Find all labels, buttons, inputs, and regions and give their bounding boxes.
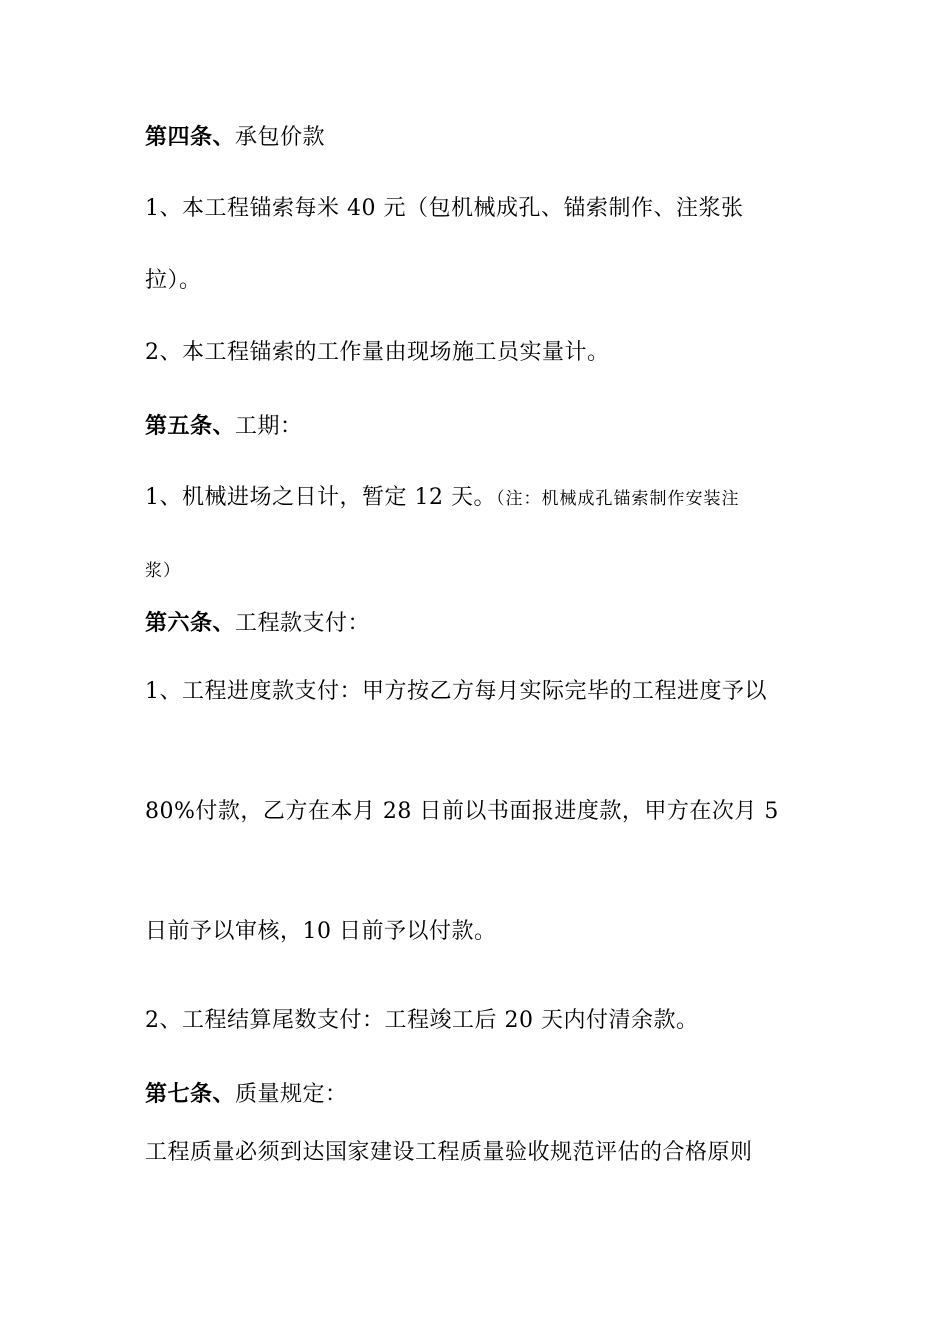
section-heading-4-title: 承包价款 [235,125,326,150]
paragraph-line: 2、工程结算尾数支付：工程竣工后 20 天内付清余款。 [145,1008,699,1033]
paragraph-line: 工程质量必须到达国家建设工程质量验收规范评估的合格原则 [145,1140,753,1165]
paragraph-line: 1、本工程锚索每米 40 元（包机械成孔、锚索制作、注浆张 [145,196,744,221]
section-heading-6-title: 工程款支付： [235,611,371,636]
paragraph-line: 2、本工程锚索的工作量由现场施工员实量计。 [145,340,610,365]
paragraph-line [145,483,810,514]
schedule-text: 1、机械进场之日计，暂定 12 天。 [145,485,496,510]
paragraph-line: 日前予以审核，10 日前予以付款。 [145,919,497,944]
section-heading-7-title: 质量规定： [235,1082,348,1107]
section-heading-6-number: 第六条、 [145,610,236,636]
section-heading-4 [145,122,810,153]
paragraph-line: 拉）。 [145,268,202,293]
schedule-note: （注：机械成孔锚索制作安装注 [495,489,740,509]
section-heading-5-number: 第五条、 [145,413,236,439]
paragraph-line: 80%付款，乙方在本月 28 日前以书面报进度款，甲方在次月 5 [145,799,779,824]
section-heading-5-title: 工期： [235,414,303,439]
section-heading-5 [145,411,810,442]
paragraph-line: 1、工程进度款支付：甲方按乙方每月实际完毕的工程进度予以 [145,679,767,704]
section-heading-4-number: 第四条、 [145,124,236,150]
section-heading-7-number: 第七条、 [145,1081,236,1107]
schedule-note-continued: 浆） [145,561,181,581]
section-heading-7 [145,1079,810,1110]
section-heading-6 [145,608,810,639]
